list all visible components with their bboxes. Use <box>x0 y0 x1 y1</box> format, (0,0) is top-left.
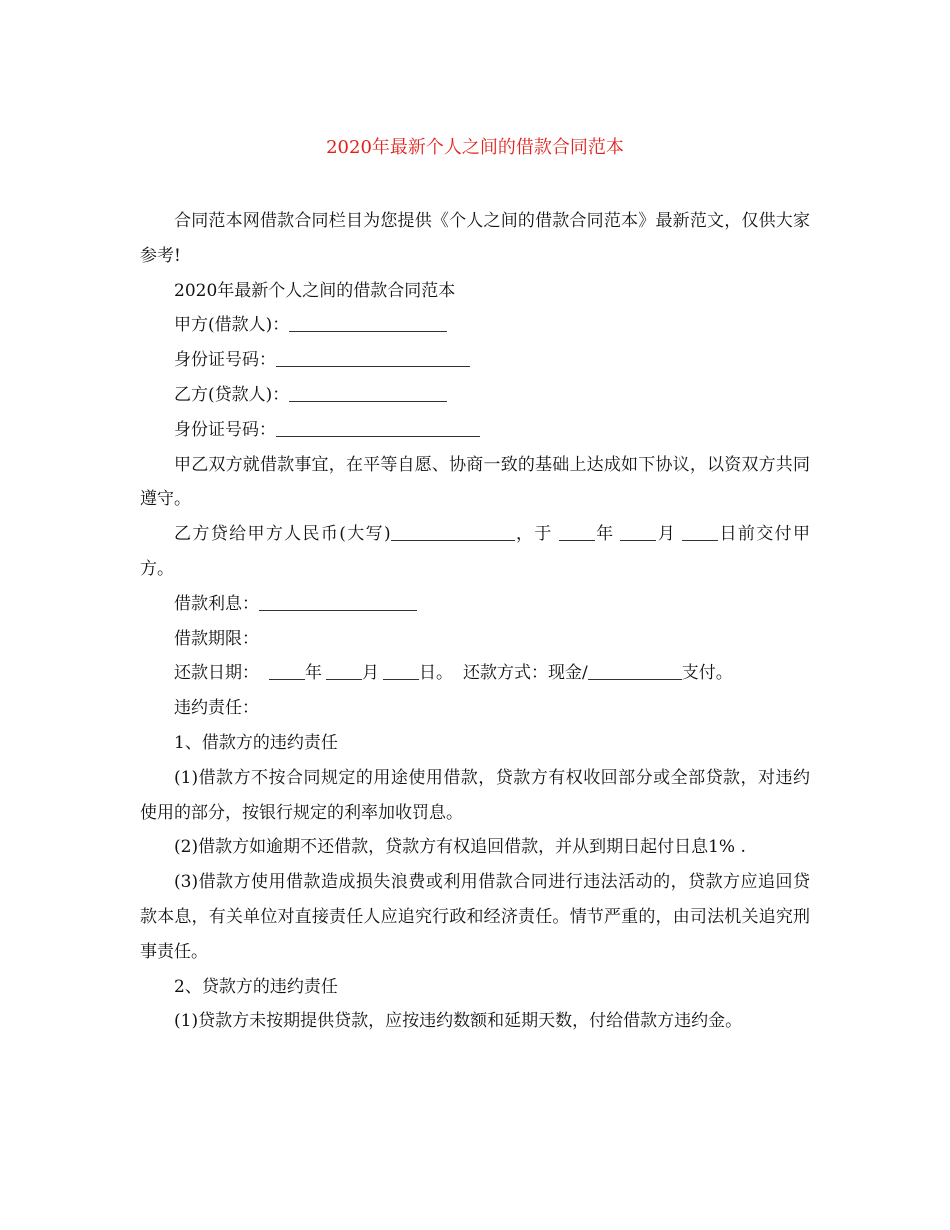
borrower-clause-2: (2)借款方如逾期不还借款，贷款方有权追回借款，并从到期日起付日息1% . <box>174 837 746 858</box>
borrower-liability-heading: 1、借款方的违约责任 <box>174 732 338 753</box>
borrower-clause-3: (3)借款方使用借款造成损失浪费或利用借款合同进行违法活动的，贷款方应追回贷款本息，有关单位对直接责任人应追究行政和经济责任。情节严重的，由司法机关追究刑事责任。 <box>140 872 810 962</box>
loan-day-suffix: 日前交付甲方。 <box>140 524 811 579</box>
loan-amount-sep: ，于 <box>514 524 553 545</box>
party-b-blank <box>289 383 447 402</box>
liability-heading: 违约责任： <box>174 698 259 719</box>
document-title: 2020年最新个人之间的借款合同范本 <box>326 137 624 158</box>
repay-month-label: 月 <box>362 663 379 684</box>
repay-year-blank <box>269 661 305 680</box>
loan-month-label: 月 <box>656 524 677 545</box>
party-b-label: 乙方(贷款人)： <box>174 384 290 405</box>
subtitle-line: 2020年最新个人之间的借款合同范本 <box>174 280 456 301</box>
repay-month-blank <box>326 661 362 680</box>
repay-year-label: 年 <box>305 663 322 684</box>
interest-label: 借款利息： <box>174 593 259 614</box>
loan-day-blank <box>682 522 718 541</box>
id-blank-1 <box>276 348 470 367</box>
id-blank-2 <box>276 418 480 437</box>
party-a-blank <box>289 313 447 332</box>
interest-blank <box>259 592 417 611</box>
interest-line <box>140 587 810 622</box>
repayment-prefix: 还款日期： <box>174 663 259 684</box>
lender-liability-heading: 2、贷款方的违约责任 <box>174 976 338 997</box>
document-body <box>140 204 810 1039</box>
loan-amount-prefix: 乙方贷给甲方人民币(大写) <box>174 524 391 545</box>
loan-amount-paragraph <box>140 517 810 587</box>
loan-month-blank <box>620 522 656 541</box>
repay-method-blank <box>588 661 682 680</box>
id-line-1 <box>140 343 810 378</box>
lender-clause-1: (1)贷款方未按期提供贷款，应按违约数额和延期天数，付给借款方违约金。 <box>174 1011 743 1032</box>
id-line-2 <box>140 413 810 448</box>
party-a-line <box>140 308 810 343</box>
id-label-2: 身份证号码： <box>174 419 276 440</box>
loan-amount-blank <box>391 522 515 541</box>
borrower-clause-1: (1)借款方不按合同规定的用途使用借款，贷款方有权收回部分或全部贷款，对违约使用的部分，按银行规定的利率加收罚息。 <box>140 767 810 823</box>
term-line: 借款期限： <box>174 628 259 649</box>
id-label-1: 身份证号码： <box>174 350 276 371</box>
agreement-paragraph: 甲乙双方就借款事宜，在平等自愿、协商一致的基础上达成如下协议，以资双方共同遵守。 <box>140 454 810 510</box>
party-a-label: 甲方(借款人)： <box>174 315 290 336</box>
loan-year-label: 年 <box>594 524 615 545</box>
repay-day-label: 日。 <box>419 663 453 684</box>
intro-paragraph: 合同范本网借款合同栏目为您提供《个人之间的借款合同范本》最新范文，仅供大家参考! <box>140 211 810 266</box>
loan-year-blank <box>559 522 595 541</box>
repay-method-suffix: 支付。 <box>681 663 733 684</box>
repay-day-blank <box>383 661 419 680</box>
repayment-line <box>140 656 810 691</box>
party-b-line <box>140 378 810 413</box>
repay-method-label: 还款方式：现金/ <box>463 663 588 684</box>
